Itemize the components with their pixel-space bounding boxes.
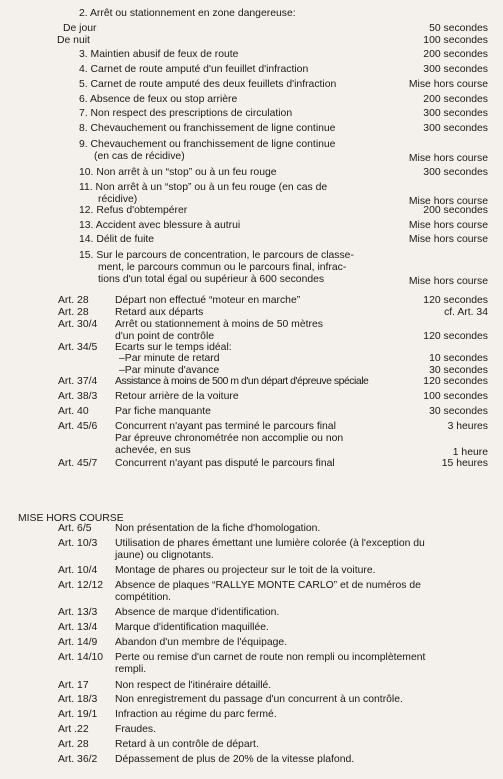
penalty: 120 secondes [423,330,488,342]
article-text: Ecarts sur le temps idéal: [115,342,232,353]
penalty: 100 secondes [423,391,488,402]
penalty: 300 secondes [423,167,488,178]
article-ref: Art. 17 [58,680,89,691]
penalty: Mise hors course [408,79,488,90]
penalty: 1 heure [452,446,488,458]
infraction-text: 9. Chevauchement ou franchissement de ligne continue [79,139,336,150]
article-text: Concurrent n'ayant pas terminé le parcours final [115,421,336,432]
article-text: Arrêt ou stationnement à moins de 50 mètres [115,319,323,330]
penalty: 50 secondes [429,23,488,34]
penalty: Mise hors course [408,234,488,245]
infraction-text: récidive) [98,193,138,205]
article-ref: Art .22 [58,724,89,735]
article-text: Par fiche manquante [115,406,211,417]
mhc-text: compétition. [115,591,172,603]
penalty: Mise hors course [408,195,488,207]
mhc-text: Dépassement de plus de 20% de la vitesse plafond. [115,754,355,765]
article-ref: Art. 28 [58,307,89,318]
penalty: 120 secondes [423,295,488,306]
article-text: Assistance à moins de 500 m d'un départ d'épreuve spéciale [115,376,369,387]
article-text: Concurrent n'ayant pas disputé le parcours final [115,458,335,469]
infraction-text: 7. Non respect des prescriptions de circulation [79,108,293,119]
article-ref: Art. 10/3 [58,538,98,549]
infraction-text: 4. Carnet de route amputé d'un feuillet d'infraction [79,64,309,75]
article-ref: Art. 13/3 [58,607,98,618]
penalty: 100 secondes [423,35,488,46]
article-ref: Art. 36/2 [58,754,98,765]
infraction-text: 15. Sur le parcours de concentration, le parcours de classe- [79,250,354,261]
article-ref: Art. 28 [58,295,89,306]
mhc-text: Fraudes. [115,724,157,735]
penalty: 300 secondes [423,123,488,134]
mhc-text: Utilisation de phares émettant une lumière colorée (à l'exception du [115,538,425,549]
penalty: 30 secondes [429,365,488,376]
mhc-text: jaune) ou clignotants. [115,549,214,561]
article-ref: Art. 19/1 [58,709,98,720]
infraction-text: (en cas de récidive) [94,150,185,162]
article-ref: Art. 34/5 [58,342,98,353]
infraction-text: ment, le parcours commun ou le parcours final, infrac- [98,261,347,273]
penalty: 200 secondes [423,94,488,105]
infraction-text: 14. Délit de fuite [79,234,155,245]
mhc-text: Non enregistrement du passage d'un concurrent à un contrôle. [115,694,403,705]
article-ref: Art. 18/3 [58,694,98,705]
article-ref: Art. 10/4 [58,565,98,576]
article-ref: Art. 12/12 [58,580,104,591]
infraction-text: 12. Refus d'obtempérer [79,205,188,216]
mhc-text: Infraction au régime du parc fermé. [115,709,277,720]
penalty: 200 secondes [423,49,488,60]
infraction-text: 8. Chevauchement ou franchissement de ligne continue [79,123,336,134]
penalty: 3 heures [447,421,488,432]
penalty: 30 secondes [429,406,488,417]
article-text: Départ non effectué “moteur en marche” [115,295,301,306]
article-ref: Art. 45/7 [58,458,98,469]
infraction-text: tions d'un total égal ou supérieur à 600 secondes [98,273,325,285]
mhc-text: Montage de phares ou projecteur sur le toit de la voiture. [115,565,376,576]
article-text: achevée, en sus [115,444,191,456]
penalty: Mise hors course [408,220,488,231]
article-ref: Art. 30/4 [58,319,98,330]
article-text: Par épreuve chronométrée non accomplie ou non [115,433,344,444]
infraction-text: 10. Non arrêt à un “stop” ou à un feu rouge [79,167,277,178]
mhc-text: Non présentation de la fiche d'homologation. [115,523,321,534]
mhc-text: Absence de marque d'identification. [115,607,280,618]
penalty: 200 secondes [423,205,488,216]
article-ref: Art. 13/4 [58,622,98,633]
mhc-text: Marque d'identification maquillée. [115,622,269,633]
article-text: –Par minute d'avance [119,365,220,376]
item-2-label: De jour [63,23,97,34]
penalty: cf. Art. 34 [444,307,488,318]
article-ref: Art. 6/5 [58,523,92,534]
article-ref: Art. 37/4 [58,376,98,387]
mhc-text: rempli. [115,663,147,675]
article-ref: Art. 40 [58,406,89,417]
mhc-text: Perte ou remise d'un carnet de route non rempli ou incomplètement [115,652,426,663]
mise-hors-course-heading: MISE HORS COURSE [18,513,124,524]
mhc-text: Retard à un contrôle de départ. [115,739,259,750]
article-ref: Art. 14/9 [58,637,98,648]
article-ref: Art. 38/3 [58,391,98,402]
penalty: Mise hors course [408,152,488,164]
article-text: –Par minute de retard [119,353,220,364]
infraction-text: 5. Carnet de route amputé des deux feuillets d'infraction [79,79,337,90]
penalty: 120 secondes [423,376,488,387]
mhc-text: Abandon d'un membre de l'équipage. [115,637,288,648]
penalty: Mise hors course [408,275,488,287]
item-2-title: 2. Arrêt ou stationnement en zone dangereuse: [79,8,296,19]
penalty: 300 secondes [423,108,488,119]
infraction-text: 13. Accident avec blessure à autrui [79,220,241,231]
item-2-label: De nuit [57,35,90,46]
mhc-text: Non respect de l'itinéraire détaillé. [115,680,272,691]
article-text: d'un point de contrôle [115,330,215,342]
infraction-text: 6. Absence de feux ou stop arrière [79,94,238,105]
article-text: Retour arrière de la voiture [115,391,239,402]
article-ref: Art. 28 [58,739,89,750]
infraction-text: 3. Maintien abusif de feux de route [79,49,239,60]
mhc-text: Absence de plaques “RALLYE MONTE CARLO” et de numéros de [115,580,421,591]
penalty: 15 heures [441,458,488,469]
penalty: 10 secondes [429,353,488,364]
infraction-text: 11. Non arrêt à un “stop” ou à un feu rouge (en cas de [79,182,328,193]
penalty: 300 secondes [423,64,488,75]
article-ref: Art. 45/6 [58,421,98,432]
article-ref: Art. 14/10 [58,652,104,663]
article-text: Retard aux départs [115,307,204,318]
